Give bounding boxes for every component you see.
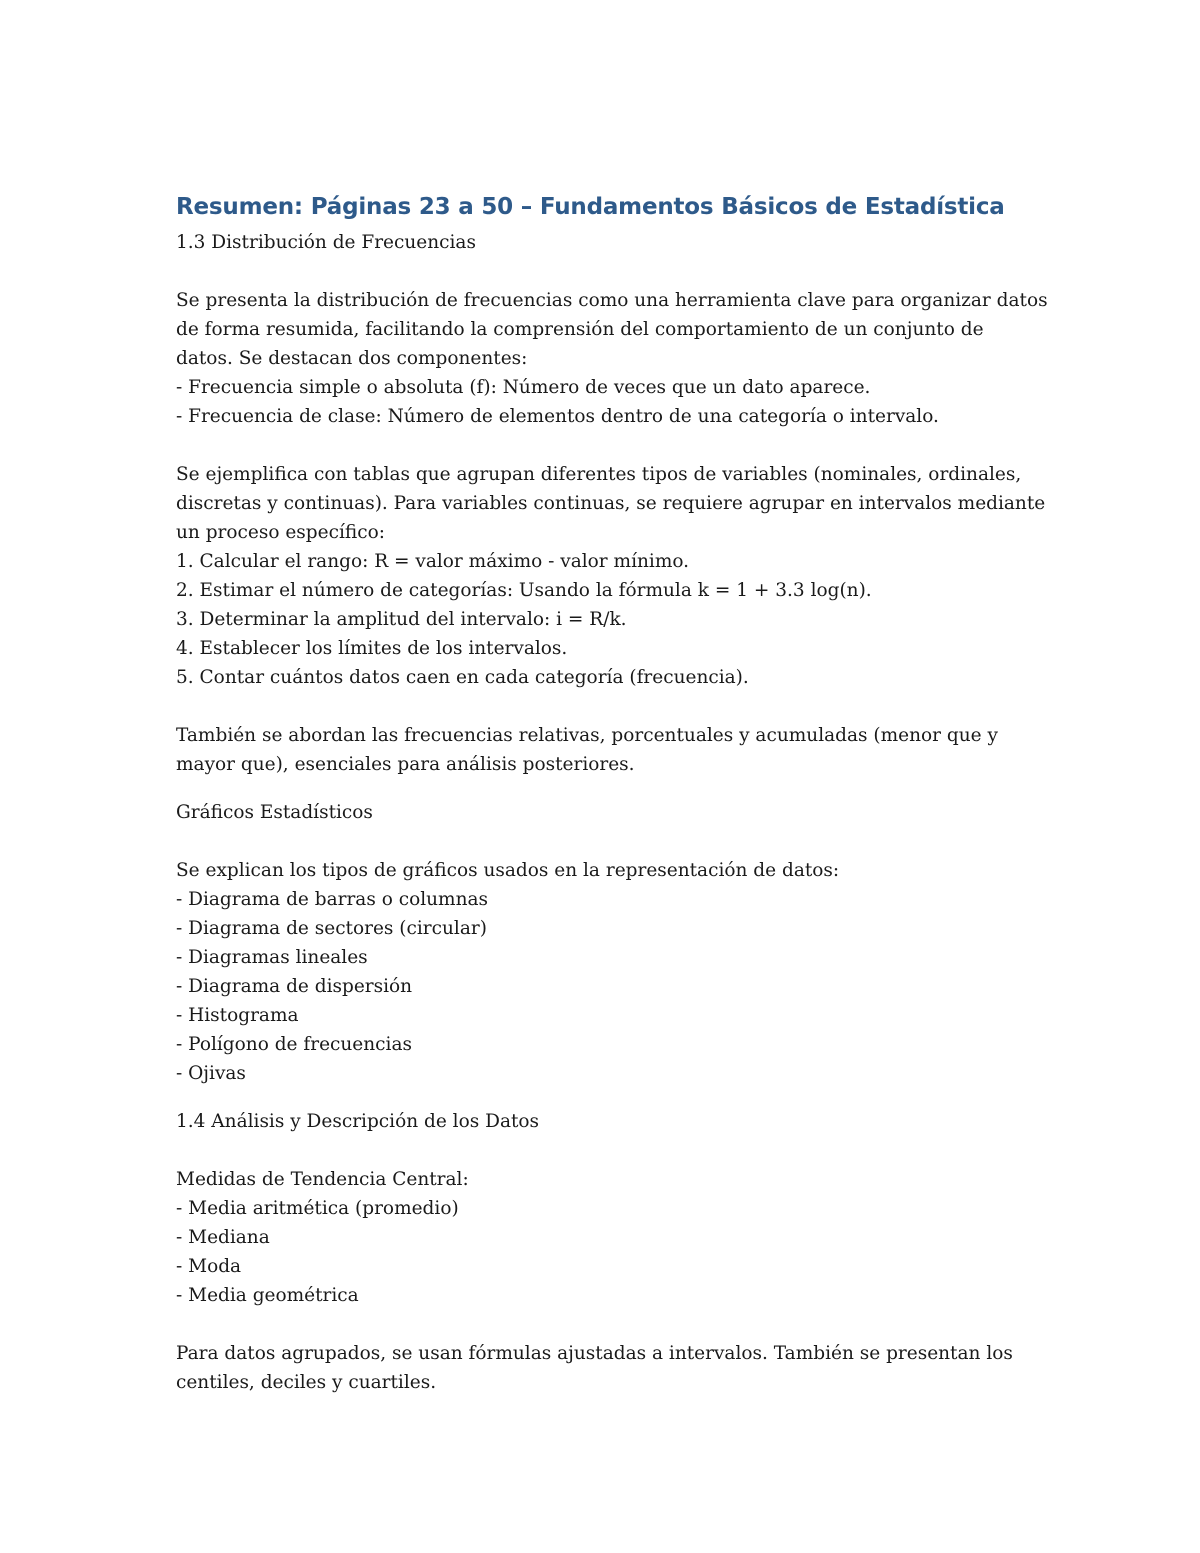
text-line: discretas y continuas). Para variables continuas, se requiere agrupar en intervalos mediante: [176, 493, 1046, 514]
document-title: Resumen: Páginas 23 a 50 – Fundamentos Básicos de Estadística: [176, 194, 1005, 220]
paragraph-relative-frequencies: [176, 721, 1036, 779]
paragraph-grouped-data: [176, 1339, 1036, 1397]
list-item: - Frecuencia de clase: Número de elementos dentro de una categoría o intervalo.: [176, 406, 939, 427]
document-page: [176, 190, 1048, 1397]
list-item: - Media geométrica: [176, 1285, 359, 1306]
section-heading-graphs: Gráficos Estadísticos: [176, 802, 373, 823]
paragraph-graphs: [176, 856, 1036, 1088]
text-line: Para datos agrupados, se usan fórmulas ajustadas a intervalos. También se presentan los: [176, 1343, 1013, 1364]
text-line: centiles, deciles y cuartiles.: [176, 1372, 437, 1393]
list-item: - Frecuencia simple o absoluta (f): Número de veces que un dato aparece.: [176, 377, 871, 398]
list-item: - Histograma: [176, 1005, 299, 1026]
text-line: Se explican los tipos de gráficos usados en la representación de datos:: [176, 860, 840, 881]
text-line: mayor que), esenciales para análisis posteriores.: [176, 754, 635, 775]
list-item: - Mediana: [176, 1227, 270, 1248]
list-item: 2. Estimar el número de categorías: Usando la fórmula k = 1 + 3.3 log(n).: [176, 580, 872, 601]
text-line: También se abordan las frecuencias relativas, porcentuales y acumuladas (menor que y: [176, 725, 998, 746]
list-item: - Diagrama de barras o columnas: [176, 889, 489, 910]
section-heading-distribution: 1.3 Distribución de Frecuencias: [176, 232, 476, 253]
list-item: 1. Calcular el rango: R = valor máximo - valor mínimo.: [176, 551, 690, 572]
list-item: 3. Determinar la amplitud del intervalo: i = R/k.: [176, 609, 627, 630]
section-heading-analysis: 1.4 Análisis y Descripción de los Datos: [176, 1111, 540, 1132]
text-line: de forma resumida, facilitando la comprensión del comportamiento de un conjunto de: [176, 319, 984, 340]
list-item: - Diagrama de sectores (circular): [176, 918, 487, 939]
text-line: Se ejemplifica con tablas que agrupan diferentes tipos de variables (nominales, ordinales,: [176, 464, 1022, 485]
text-line: Se presenta la distribución de frecuencias como una herramienta clave para organizar datos: [176, 290, 1048, 311]
list-item: - Moda: [176, 1256, 242, 1277]
list-item: - Polígono de frecuencias: [176, 1034, 412, 1055]
list-item: - Diagramas lineales: [176, 947, 368, 968]
list-item: 5. Contar cuántos datos caen en cada categoría (frecuencia).: [176, 667, 749, 688]
paragraph-central-tendency: [176, 1165, 1036, 1310]
text-line: un proceso específico:: [176, 522, 385, 543]
list-item: - Media aritmética (promedio): [176, 1198, 459, 1219]
paragraph-example: [176, 460, 1046, 692]
text-line: datos. Se destacan dos componentes:: [176, 348, 528, 369]
paragraph-intro: [176, 286, 1048, 431]
list-item: - Diagrama de dispersión: [176, 976, 413, 997]
text-line: Medidas de Tendencia Central:: [176, 1169, 469, 1190]
list-item: 4. Establecer los límites de los intervalos.: [176, 638, 568, 659]
list-item: - Ojivas: [176, 1063, 246, 1084]
